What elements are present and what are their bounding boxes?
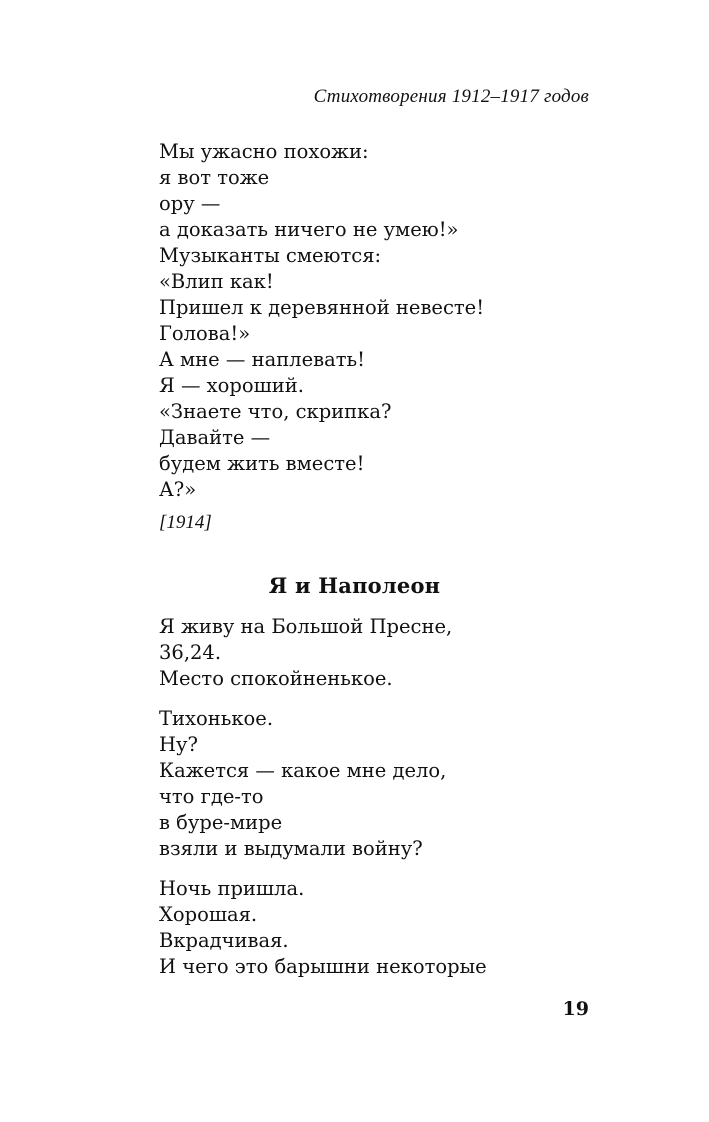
page-number: 19 xyxy=(562,998,589,1020)
verse-line: Я — хороший. xyxy=(159,374,304,397)
verse-line: будем жить вместе! xyxy=(159,452,365,475)
poem-date: [1914] xyxy=(159,512,212,533)
verse-line: Музыканты смеются: xyxy=(159,244,382,267)
verse-line: «Знаете что, скрипка? xyxy=(159,400,392,423)
verse-line: Пришел к деревянной невесте! xyxy=(159,296,485,319)
verse-line: Я живу на Большой Пресне, xyxy=(159,615,453,638)
verse-line: А?» xyxy=(159,478,197,501)
verse-line: Кажется — какое мне дело, xyxy=(159,759,447,782)
poem2-stanza-3 xyxy=(159,876,619,980)
verse-line: ору — xyxy=(159,192,221,215)
verse-line: в буре-мире xyxy=(159,811,283,834)
verse-line: Мы ужасно похожи: xyxy=(159,140,369,163)
verse-line: Вкрадчивая. xyxy=(159,929,289,952)
verse-line: Тихонькое. xyxy=(159,707,274,730)
verse-line: «Влип как! xyxy=(159,270,274,293)
verse-line: Хорошая. xyxy=(159,903,258,926)
verse-line: взяли и выдумали войну? xyxy=(159,837,423,860)
verse-line: а доказать ничего не умею!» xyxy=(159,218,459,241)
verse-line: Давайте — xyxy=(159,426,271,449)
poem2-stanza-1 xyxy=(159,614,619,692)
verse-line: Ну? xyxy=(159,733,198,756)
verse-line: Место спокойненькое. xyxy=(159,667,393,690)
verse-line: Ночь пришла. xyxy=(159,877,305,900)
verse-line: 36,24. xyxy=(159,641,222,664)
poem2-stanza-2 xyxy=(159,706,619,862)
verse-line: что где-то xyxy=(159,785,264,808)
verse-line: я вот тоже xyxy=(159,166,270,189)
poem-title: Я и Наполеон xyxy=(268,573,441,598)
verse-line: А мне — наплевать! xyxy=(159,348,365,371)
running-head: Стихотворения 1912–1917 годов xyxy=(313,86,589,107)
verse-line: Голова!» xyxy=(159,322,251,345)
poem1-stanza xyxy=(159,139,619,503)
verse-line: И чего это барышни некоторые xyxy=(159,955,487,978)
